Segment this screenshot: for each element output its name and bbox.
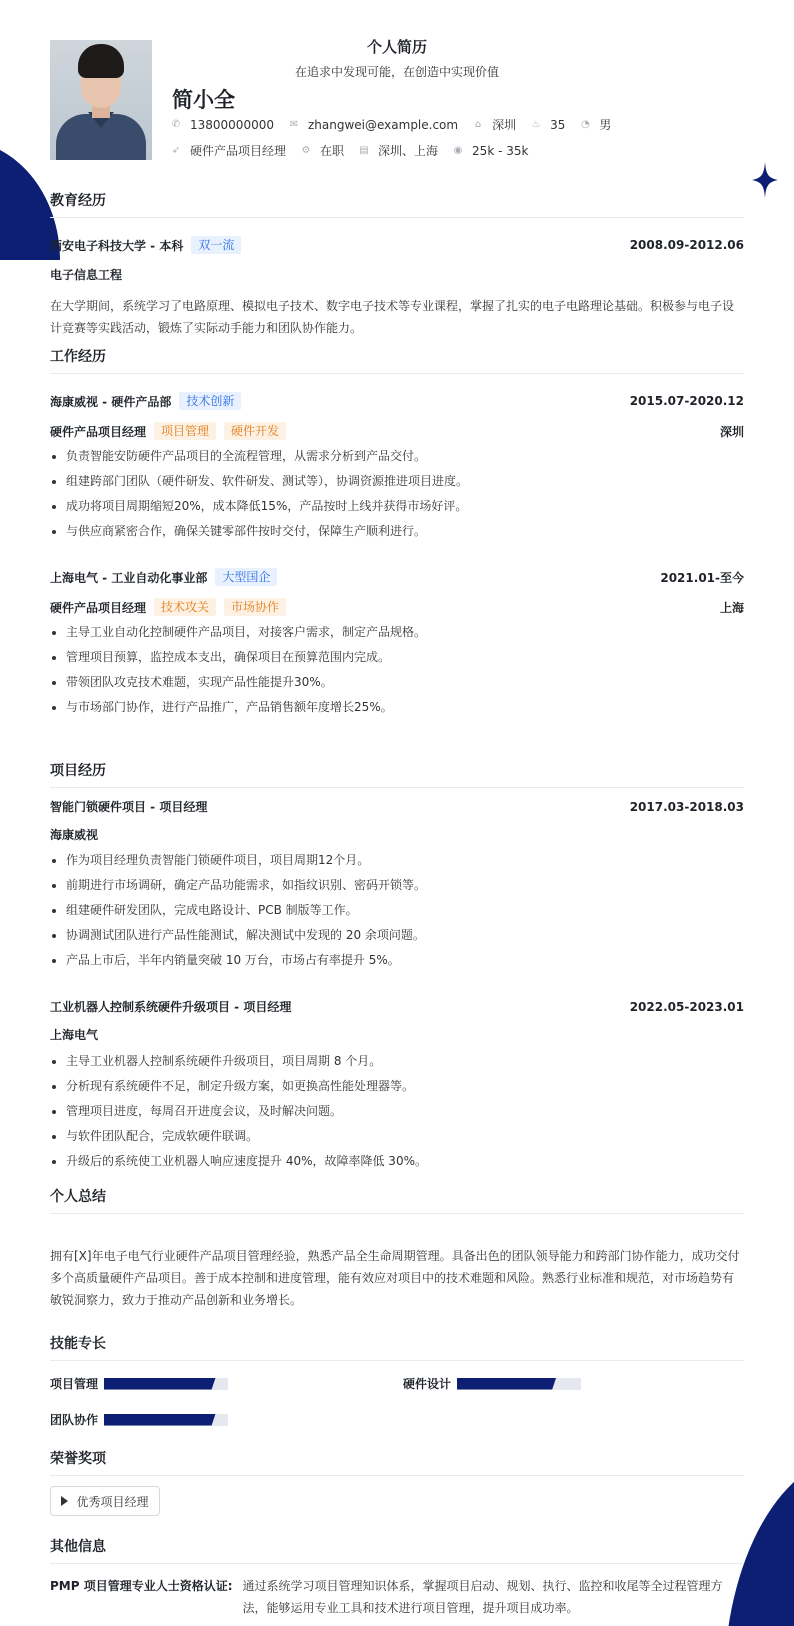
other-section: [50, 1536, 744, 1564]
sparkle-icon: [752, 162, 778, 198]
phone-value: 13800000000: [190, 117, 274, 132]
contact-info: [170, 116, 625, 133]
skill-name: 项目管理: [50, 1377, 99, 1391]
section-title: 个人总结: [50, 1186, 744, 1214]
job-date: 2015.07-2020.12: [629, 394, 744, 408]
project-date: 2017.03-2018.03: [629, 799, 744, 814]
list-item: 主导工业机器人控制系统硬件升级项目，项目周期 8 个月。: [50, 1049, 744, 1074]
other-key: PMP 项目管理专业人士资格认证:: [50, 1579, 233, 1593]
phone-icon: ✆: [171, 118, 181, 130]
skill-name: 团队协作: [50, 1413, 99, 1427]
role-tag: 硬件开发: [224, 422, 286, 440]
section-title: 荣誉奖项: [50, 1448, 744, 1476]
list-item: 与软件团队配合，完成软硬件联调。: [50, 1124, 744, 1149]
projects-section: [50, 760, 744, 788]
school-name: 西安电子科技大学 - 本科: [50, 238, 184, 253]
list-item: 带领团队攻克技术难题，实现产品性能提升30%。: [50, 670, 744, 695]
role-tag: 市场协作: [224, 598, 286, 616]
job-role-row: [50, 598, 744, 616]
gear-icon: ⚙: [301, 144, 311, 156]
send-icon: ➶: [171, 144, 181, 156]
job-date: 2021.01-至今: [660, 570, 744, 585]
awards-section: [50, 1448, 744, 1476]
skill-item: [50, 1411, 228, 1428]
job-role: 硬件产品项目经理: [50, 424, 147, 439]
skill-bar: [104, 1414, 228, 1426]
list-item: 分析现有系统硬件不足，制定升级方案，如更换高性能处理器等。: [50, 1074, 744, 1099]
status-item: [300, 142, 344, 159]
phone-item: [170, 118, 274, 132]
job-bullets: [50, 444, 744, 544]
list-item: 负责智能安防硬件产品项目的全流程管理，从需求分析到产品交付。: [50, 444, 744, 469]
gender-icon: ◔: [581, 118, 590, 130]
summary-text: 拥有[X]年电子电气行业硬件产品项目管理经验，熟悉产品全生命周期管理。具备出色的团队领导能力和跨部门协作能力，成功交付多个高质量硬件产品项目。善于成本控制和进度管理，能有效应对项目中的技术难题和风险。熟悉行业标准和规范，对市场趋势有敏锐洞察力，致力于推动产品创新和业务增长。: [50, 1249, 740, 1307]
education-desc: 在大学期间，系统学习了电路原理、模拟电子技术、数字电子技术等专业课程，掌握了扎实的电子电路理论基础。积极参与电子设计竞赛等实践活动，锻炼了实际动手能力和团队协作能力。: [50, 299, 735, 335]
cake-icon: ♨: [531, 118, 541, 130]
list-item: 作为项目经理负责智能门锁硬件项目，项目周期12个月。: [50, 848, 744, 873]
list-item: 组建硬件研发团队，完成电路设计、PCB 制版等工作。: [50, 898, 744, 923]
role-tag: 技术攻关: [154, 598, 216, 616]
target-job-value: 硬件产品项目经理: [190, 144, 287, 158]
job-role: 硬件产品项目经理: [50, 600, 147, 615]
project-org: 上海电气: [50, 1028, 99, 1042]
list-item: 主导工业自动化控制硬件产品项目，对接客户需求，制定产品规格。: [50, 620, 744, 645]
email-value: zhangwei@example.com: [307, 117, 459, 132]
project-header: [50, 798, 744, 815]
home-icon: ⌂: [474, 118, 482, 130]
section-title: 教育经历: [50, 190, 744, 218]
skill-item: [50, 1375, 228, 1392]
list-item: 与供应商紧密合作，确保关键零部件按时交付，保障生产顺利进行。: [50, 519, 744, 544]
page-title: 个人简历: [366, 38, 427, 56]
candidate-name: 简小全: [172, 88, 235, 112]
education-section: [50, 190, 744, 218]
salary-value: 25k - 35k: [472, 143, 529, 158]
school-tag: 双一流: [191, 236, 241, 254]
project-date: 2022.05-2023.01: [629, 999, 744, 1014]
status-value: 在职: [320, 144, 345, 158]
list-item: 成功将项目周期缩短20%，成本降低15%，产品按时上线并获得市场好评。: [50, 494, 744, 519]
coin-icon: ◉: [453, 144, 463, 156]
target-job-item: [170, 142, 286, 159]
job-header: [50, 392, 744, 410]
target-city-value: 深圳、上海: [378, 144, 439, 158]
section-title: 工作经历: [50, 346, 744, 374]
company-tag: 大型国企: [215, 568, 277, 586]
project-org-row: [50, 1026, 744, 1043]
role-tag: 项目管理: [154, 422, 216, 440]
job-header: [50, 568, 744, 586]
city-value: 深圳: [492, 118, 517, 132]
project-header: [50, 998, 744, 1015]
list-item: 管理项目进度，每周召开进度会议，及时解决问题。: [50, 1099, 744, 1124]
list-item: 协调测试团队进行产品性能测试，解决测试中发现的 20 余项问题。: [50, 923, 744, 948]
list-item: 与市场部门协作，进行产品推广，产品销售额年度增长25%。: [50, 695, 744, 720]
city-item: [472, 116, 516, 133]
project-name: 智能门锁硬件项目 - 项目经理: [50, 800, 208, 814]
project-bullets: [50, 848, 744, 973]
skill-bar: [457, 1378, 581, 1390]
section-title: 技能专长: [50, 1333, 744, 1361]
skill-bar-fill: [104, 1378, 216, 1390]
project-org: 海康威视: [50, 828, 99, 842]
skill-bar-fill: [104, 1414, 216, 1426]
project-org-row: [50, 826, 744, 843]
company-tag: 技术创新: [179, 392, 241, 410]
play-icon: [61, 1496, 68, 1506]
resume-header: [50, 0, 744, 190]
skill-item: [403, 1375, 581, 1392]
other-value: 通过系统学习项目管理知识体系，掌握项目启动、规划、执行、监控和收尾等全过程管理方法，能够运用专业工具和技术进行项目管理，提升项目成功率。: [242, 1579, 723, 1615]
skill-bar: [104, 1378, 228, 1390]
age-value: 35: [550, 117, 566, 132]
job-city: 上海: [719, 600, 744, 615]
company-name: 海康威视 - 硬件产品部: [50, 394, 172, 409]
mail-icon: ✉: [289, 118, 299, 130]
education-header: [50, 236, 744, 254]
page-subtitle: 在追求中发现可能，在创造中实现价值: [294, 65, 499, 79]
skills-section: [50, 1333, 744, 1361]
gender-item: [579, 116, 611, 133]
job-city: 深圳: [719, 424, 744, 439]
skill-name: 硬件设计: [403, 1377, 452, 1391]
list-item: 管理项目预算，监控成本支出，确保项目在预算范围内完成。: [50, 645, 744, 670]
education-date: 2008.09-2012.06: [629, 238, 744, 252]
list-item: 升级后的系统使工业机器人响应速度提升 40%，故障率降低 30%。: [50, 1149, 744, 1174]
skill-bar-fill: [457, 1378, 556, 1390]
list-item: 前期进行市场调研，确定产品功能需求，如指纹识别、密码开锁等。: [50, 873, 744, 898]
avatar: [50, 40, 152, 160]
award-chip[interactable]: [50, 1486, 160, 1516]
gender-value: 男: [599, 118, 612, 132]
work-section: [50, 346, 744, 374]
award-label: 优秀项目经理: [76, 1494, 149, 1509]
email-item: [288, 118, 458, 132]
major-row: [50, 266, 744, 283]
job-bullets: [50, 620, 744, 720]
section-title: 其他信息: [50, 1536, 744, 1564]
salary-item: [452, 144, 528, 158]
section-title: 项目经历: [50, 760, 744, 788]
project-name: 工业机器人控制系统硬件升级项目 - 项目经理: [50, 1000, 292, 1014]
job-intent: [170, 142, 542, 159]
age-item: [530, 118, 565, 132]
job-role-row: [50, 422, 744, 440]
other-info-row: [50, 1575, 744, 1619]
summary-section: [50, 1186, 744, 1214]
building-icon: ▤: [359, 144, 369, 156]
target-city-item: [358, 142, 438, 159]
project-bullets: [50, 1049, 744, 1174]
list-item: 组建跨部门团队（硬件研发、软件研发、测试等），协调资源推进项目进度。: [50, 469, 744, 494]
list-item: 产品上市后，半年内销量突破 10 万台，市场占有率提升 5%。: [50, 948, 744, 973]
major-name: 电子信息工程: [50, 268, 123, 282]
company-name: 上海电气 - 工业自动化事业部: [50, 570, 208, 585]
